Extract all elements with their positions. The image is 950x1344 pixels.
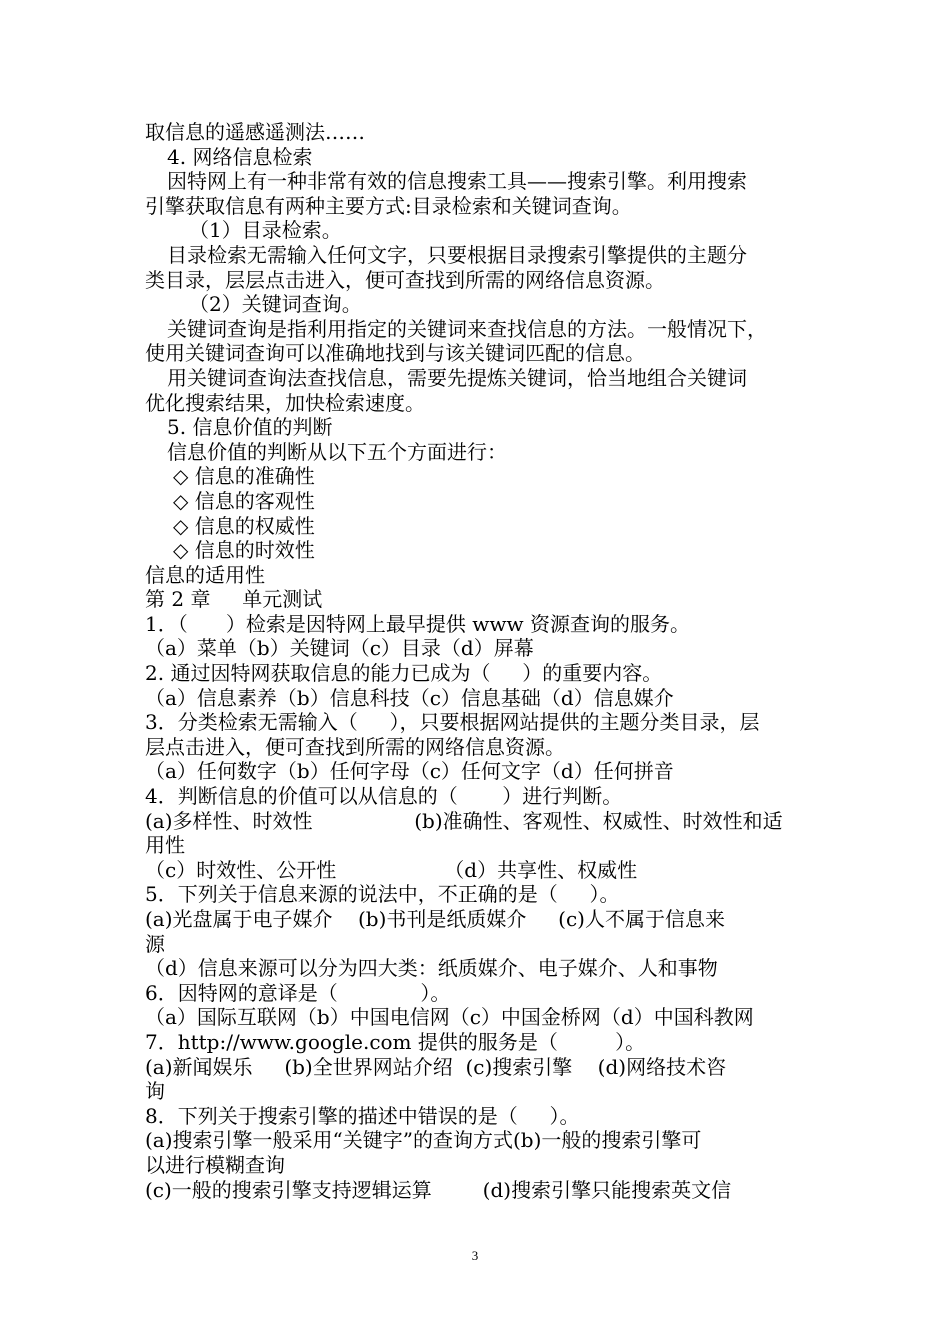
document-line: （c）时效性、公开性 （d）共享性、权威性 xyxy=(145,857,638,882)
document-body xyxy=(145,120,815,1202)
document-line: (c)一般的搜索引擎支持逻辑运算 (d)搜索引擎只能搜索英文信 xyxy=(145,1177,732,1202)
document-line: ◇ 信息的时效性 xyxy=(173,538,315,563)
document-line: 取信息的遥感遥测法…… xyxy=(145,120,365,144)
document-line: 8．下列关于搜索引擎的描述中错误的是（ ）。 xyxy=(145,1103,580,1128)
document-line: 4. 网络信息检索 xyxy=(167,144,313,169)
document-line: （1）目录检索。 xyxy=(189,218,342,243)
document-line: （2）关键词查询。 xyxy=(189,292,362,317)
document-line: 用性 xyxy=(145,833,185,858)
document-line: 引擎获取信息有两种主要方式:目录检索和关键词查询。 xyxy=(145,193,632,218)
document-line: (a)光盘属于电子媒介 (b)书刊是纸质媒介 (c)人不属于信息来 xyxy=(145,907,725,931)
document-line: （d）信息来源可以分为四大类：纸质媒介、电子媒介、人和事物 xyxy=(145,956,718,981)
document-line: 询 xyxy=(145,1079,165,1104)
page-number: 3 xyxy=(471,1248,479,1263)
document-line: ◇ 信息的权威性 xyxy=(173,513,315,538)
document-line: (a)搜索引擎一般采用“关键字”的查询方式(b)一般的搜索引擎可 xyxy=(145,1128,702,1153)
document-line: （a）信息素养（b）信息科技（c）信息基础（d）信息媒介 xyxy=(145,685,674,710)
document-line: 源 xyxy=(145,931,165,956)
document-line: 因特网上有一种非常有效的信息搜索工具——搜索引擎。利用搜索 xyxy=(167,169,747,194)
document-line: (a)多样性、时效性 (b)准确性、客观性、权威性、时效性和适 xyxy=(145,808,783,833)
document-line: 6．因特网的意译是（ ）。 xyxy=(145,980,451,1005)
document-line: 使用关键词查询可以准确地找到与该关键词匹配的信息。 xyxy=(145,341,645,366)
document-line: 目录检索无需输入任何文字，只要根据目录搜索引擎提供的主题分 xyxy=(167,242,747,267)
document-line: 用关键词查询法查找信息，需要先提炼关键词，恰当地组合关键词 xyxy=(167,365,747,390)
document-line: ◇ 信息的客观性 xyxy=(173,488,315,513)
document-line: 类目录，层层点击进入，便可查找到所需的网络信息资源。 xyxy=(145,267,665,292)
document-line: 优化搜索结果，加快检索速度。 xyxy=(145,390,425,415)
document-line: （a）任何数字（b）任何字母（c）任何文字（d）任何拼音 xyxy=(145,759,674,784)
document-line: （a）国际互联网（b）中国电信网（c）中国金桥网（d）中国科教网 xyxy=(145,1005,754,1030)
document-line: ◇ 信息的准确性 xyxy=(173,464,315,489)
document-line: 关键词查询是指利用指定的关键词来查找信息的方法。一般情况下， xyxy=(167,316,767,341)
document-line: 层点击进入，便可查找到所需的网络信息资源。 xyxy=(145,734,565,759)
document-line: 4．判断信息的价值可以从信息的（ ）进行判断。 xyxy=(145,784,623,809)
document-line: 信息价值的判断从以下五个方面进行： xyxy=(167,439,507,464)
document-line: 信息的适用性 xyxy=(145,562,265,587)
document-line: 7．http://www.google.com 提供的服务是（ ）。 xyxy=(145,1029,646,1054)
document-line: 第 2 章 单元测试 xyxy=(145,587,323,612)
document-line: （a）菜单（b）关键词（c）目录（d）屏幕 xyxy=(145,636,534,661)
document-line: 5. 信息价值的判断 xyxy=(167,415,333,440)
document-line: 1．（ ）检索是因特网上最早提供 www 资源查询的服务。 xyxy=(145,611,690,636)
document-line: 5．下列关于信息来源的说法中，不正确的是（ ）。 xyxy=(145,882,620,907)
document-line: 以进行模糊查询 xyxy=(145,1152,285,1177)
document-line: 2. 通过因特网获取信息的能力已成为（ ）的重要内容。 xyxy=(145,661,663,686)
document-line: (a)新闻娱乐 (b)全世界网站介绍 (c)搜索引擎 (d)网络技术咨 xyxy=(145,1054,727,1079)
document-line: 3．分类检索无需输入（ ），只要根据网站提供的主题分类目录，层 xyxy=(145,710,760,735)
